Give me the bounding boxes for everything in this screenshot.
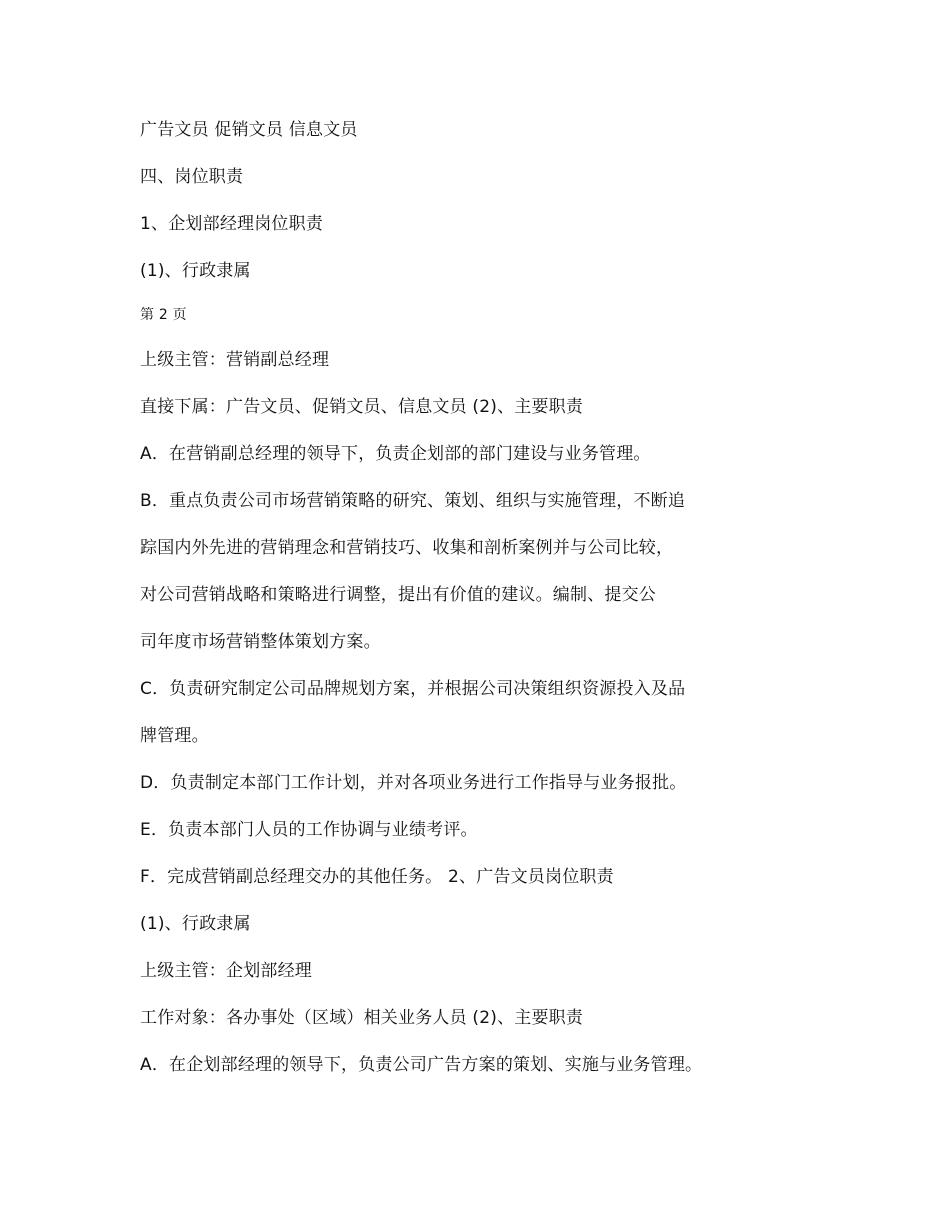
duty-c-line-2: 牌管理。 <box>140 726 209 746</box>
work-target-line: 工作对象：各办事处（区域）相关业务人员 (2)、主要职责 <box>140 1008 584 1028</box>
superior-line-2: 上级主管：企划部经理 <box>140 961 312 981</box>
page-number-label: 第 2 页 <box>140 307 187 323</box>
duty-c-line-1: C．负责研究制定公司品牌规划方案，并根据公司决策组织资源投入及品 <box>140 679 686 699</box>
ad-duty-a-line: A．在企划部经理的领导下，负责公司广告方案的策划、实施与业务管理。 <box>140 1055 703 1075</box>
subordinates-line: 直接下属：广告文员、促销文员、信息文员 (2)、主要职责 <box>140 397 584 417</box>
superior-line: 上级主管：营销副总经理 <box>140 350 330 370</box>
duty-b-line-2: 踪国内外先进的营销理念和营销技巧、收集和剖析案例并与公司比较， <box>140 538 674 558</box>
item-admin-affiliation: (1)、行政隶属 <box>140 261 251 281</box>
duty-f-line: F．完成营销副总经理交办的其他任务。 2、广告文员岗位职责 <box>140 867 614 887</box>
staff-list-line: 广告文员 促销文员 信息文员 <box>140 120 358 140</box>
subsection-heading-manager: 1、企划部经理岗位职责 <box>140 214 324 234</box>
duty-b-line-1: B．重点负责公司市场营销策略的研究、策划、组织与实施管理，不断追 <box>140 491 686 511</box>
duty-b-line-3: 对公司营销战略和策略进行调整，提出有价值的建议。编制、提交公 <box>140 585 656 605</box>
item-admin-affiliation-2: (1)、行政隶属 <box>140 914 251 934</box>
duty-a-line: A．在营销副总经理的领导下，负责企划部的部门建设与业务管理。 <box>140 444 651 464</box>
section-heading-duties: 四、岗位职责 <box>140 167 244 187</box>
duty-b-line-4: 司年度市场营销整体策划方案。 <box>140 632 381 652</box>
duty-e-line: E．负责本部门人员的工作协调与业绩考评。 <box>140 820 478 840</box>
duty-d-line: D．负责制定本部门工作计划，并对各项业务进行工作指导与业务报批。 <box>140 773 687 793</box>
